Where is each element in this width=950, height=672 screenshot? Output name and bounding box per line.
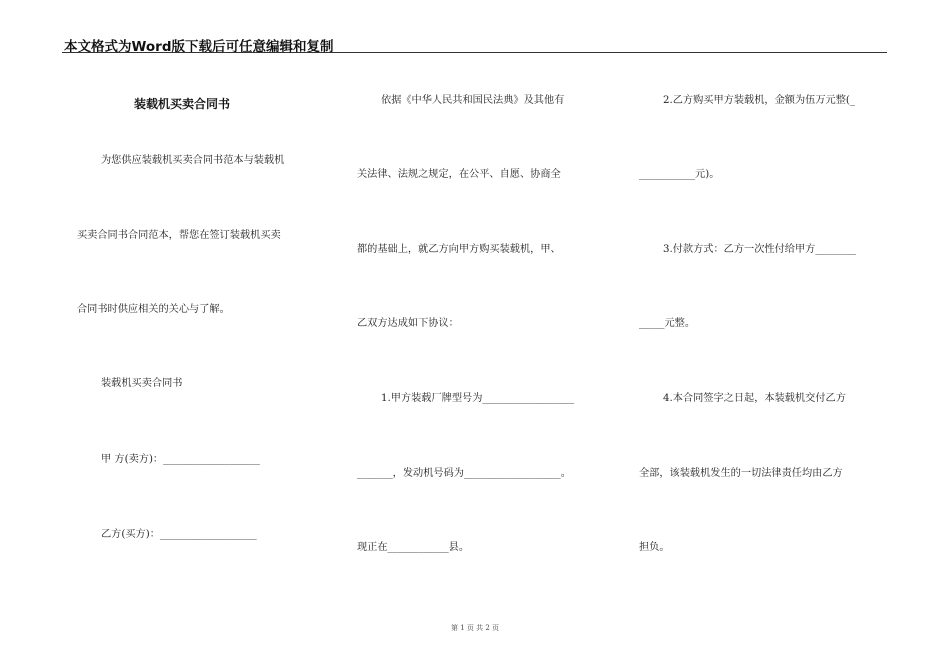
clause-1-line: _______，发动机号码为___________________。 (357, 468, 571, 479)
clause-4-line: 担负。 (639, 542, 670, 553)
clause-1-line: 现正在____________县。 (357, 542, 470, 553)
header-title: 本文格式为Word版下载后可任意编辑和复制 (64, 39, 334, 55)
clause-4-line: 4.本合同签字之日起，本装载机交付乙方 (663, 393, 846, 404)
paragraph-line: 关法律、法规之规定，在公平、自愿、协商全 (357, 169, 561, 180)
contract-subtitle: 装载机买卖合同书 (101, 378, 183, 389)
paragraph-line: 依据《中华人民共和国民法典》及其他有 (381, 95, 565, 106)
document-title: 装载机买卖合同书 (134, 97, 231, 111)
paragraph-line: 合同书时供应相关的关心与了解。 (77, 304, 230, 315)
paragraph-line: 为您供应装载机买卖合同书范本与装载机 (101, 155, 285, 166)
clause-2-line: 2.乙方购买甲方装载机，金额为伍万元整(_ (663, 95, 855, 106)
paragraph-line: 都的基础上，就乙方向甲方购买装载机，甲、 (357, 244, 561, 255)
page-number: 第 1 页 共 2 页 (450, 624, 500, 632)
clause-3-line: 3.付款方式：乙方一次性付给甲方________ (663, 244, 857, 255)
party-b-line: 乙方(买方)：___________________ (101, 529, 257, 540)
paragraph-line: 买卖合同书合同范本，帮您在签订装载机买卖 (77, 230, 281, 241)
clause-4-line: 全部，该装载机发生的一切法律责任均由乙方 (639, 468, 843, 479)
clause-1-line: 1.甲方装载厂牌型号为__________________ (381, 393, 575, 404)
clause-3-line: _____元整。 (639, 318, 696, 329)
paragraph-line: 乙双方达成如下协议： (357, 318, 459, 329)
party-a-line: 甲 方(卖方)：___________________ (101, 454, 260, 465)
clause-2-line: ___________元)。 (639, 169, 720, 180)
